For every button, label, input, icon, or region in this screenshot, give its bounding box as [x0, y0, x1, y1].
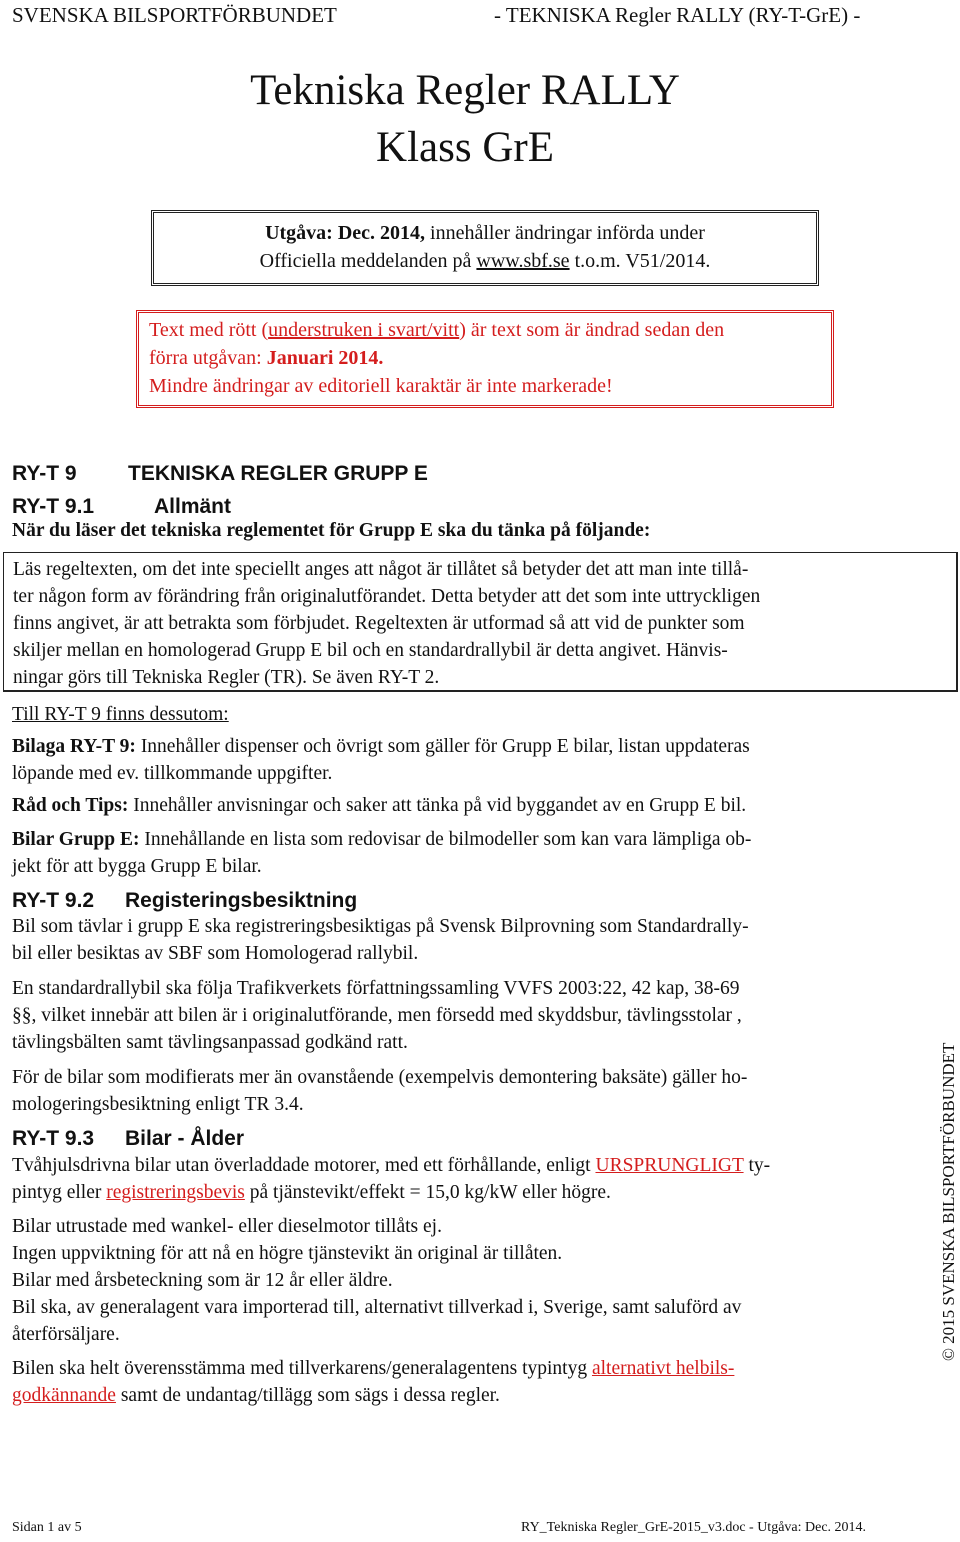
bilaga-label: Bilaga RY-T 9: [12, 736, 136, 757]
notice-line-1 [149, 316, 831, 344]
section-9-1-code: RY-T 9.1 [12, 495, 95, 518]
footer-page-number: Sidan 1 av 5 [12, 1520, 82, 1535]
edition-text-2b: t.o.m. V51/2014. [569, 250, 711, 272]
section-9-title: TEKNISKA REGLER GRUPP E [128, 462, 428, 485]
intro-line-1: Läs regeltexten, om det inte speciellt anges att något är tillåtet så betyder det att man inte tillå- [13, 559, 749, 580]
section-9-3-title: Bilar - Ålder [125, 1127, 245, 1150]
ursprungligt-link[interactable]: URSPRUNGLIGT [595, 1155, 744, 1176]
section-9-2-heading [12, 888, 357, 914]
s92-p3-line-1: För de bilar som modifierats mer än ovanstående (exempelvis demontering baksäte) gäller ho- [12, 1067, 748, 1088]
bilaga-paragraph [12, 733, 912, 787]
s93-paragraph-3 [12, 1355, 912, 1409]
bilar-line-1 [12, 826, 912, 853]
intro-line-2: ter någon form av förändring från originalutförandet. Detta betyder att det som inte uttryckligen [13, 586, 761, 607]
section-9-heading [12, 461, 428, 487]
footer-file-info: RY_Tekniska Regler_GrE-2015_v3.doc - Utgåva: Dec. 2014. [521, 1520, 867, 1535]
s93-l9-text-b: samt de undantag/tillägg som sägs i dessa regler. [115, 1385, 500, 1406]
s93-l1-text-a: Tvåhjulsdrivna bilar utan överladdade motorer, med ett förhållande, enligt [12, 1155, 596, 1176]
s93-l1-text-c: ty- [743, 1155, 771, 1176]
intro-line-3: finns angivet, är att betrakta som förbjudet. Regeltexten är utformad så att vid de punkter som [13, 613, 745, 634]
edition-text-2a: Officiella meddelanden på [259, 250, 477, 272]
s93-line-6: Bil ska, av generalagent vara importerad till, alternativt tillverkad i, Sverige, samt saluförd av [12, 1297, 742, 1318]
s93-line-7: återförsäljare. [12, 1324, 120, 1345]
bilaga-text-1: Innehåller dispenser och övrigt som gäller för Grupp E bilar, listan uppdateras [135, 736, 750, 757]
notice-line-2 [149, 344, 831, 372]
helbilsgodkannande-link-part-2[interactable]: godkännande [12, 1385, 116, 1406]
bilar-line-2: jekt för att bygga Grupp E bilar. [12, 856, 262, 877]
edition-label: Utgåva: Dec. 2014, [265, 222, 426, 244]
s93-l8-text-a: Bilen ska helt överensstämma med tillverkarens/generalagentens typintyg [12, 1358, 592, 1379]
section-9-3-code: RY-T 9.3 [12, 1127, 95, 1150]
notice-date: Januari 2014. [266, 347, 384, 369]
s93-l2-text-c: på tjänstevikt/effekt = 15,0 kg/kW eller högre. [244, 1182, 611, 1203]
rad-text: Innehåller anvisningar och saker att tänka på vid byggandet av en Grupp E bil. [128, 795, 747, 816]
section-9-1-title: Allmänt [154, 495, 232, 518]
bilar-label: Bilar Grupp E: [12, 829, 140, 850]
intro-line-4: skiljer mellan en homologerad Grupp E bil och en standardrallybil är detta angivet. Hänvis- [13, 640, 728, 661]
s93-line-1 [12, 1152, 912, 1179]
header-doc-title: - TEKNISKA Regler RALLY (RY-T-GrE) - [494, 3, 861, 27]
notice-line-3: Mindre ändringar av editoriell karaktär är inte markerade! [149, 375, 613, 397]
intro-heading: När du läser det tekniska reglementet för Grupp E ska du tänka på följande: [12, 520, 651, 541]
rad-label: Råd och Tips: [12, 795, 129, 816]
s93-line-3: Bilar utrustade med wankel- eller dieselmotor tillåts ej. [12, 1216, 442, 1237]
edition-box [151, 210, 819, 286]
bilar-text-1: Innehållande en lista som redovisar de bilmodeller som kan vara lämpliga ob- [139, 829, 752, 850]
section-9-2-code: RY-T 9.2 [12, 889, 95, 912]
intro-line-5: ningar görs till Tekniska Regler (TR). Se även RY-T 2. [13, 667, 440, 688]
edition-line-1 [154, 219, 816, 247]
s93-paragraph-2 [12, 1213, 912, 1348]
bilar-paragraph [12, 826, 912, 880]
s93-line-9 [12, 1382, 912, 1409]
s93-line-5: Bilar med årsbeteckning som är 12 år eller äldre. [12, 1270, 393, 1291]
s92-p2-line-2: §§, vilket innebär att bilen är i originalutförande, men försedd med skyddsbur, tävlingsstolar , [12, 1005, 742, 1026]
notice-underlined: understruken i svart/vitt [268, 319, 460, 341]
change-notice-box [136, 310, 834, 408]
copyright-text: © 2015 SVENSKA BILSPORTFÖRBUNDET [939, 1042, 958, 1361]
s92-paragraph-1 [12, 913, 912, 967]
s93-paragraph-1 [12, 1152, 912, 1206]
s93-line-4: Ingen uppviktning för att nå en högre tjänstevikt än original är tillåten. [12, 1243, 563, 1264]
edition-line-2 [154, 247, 816, 275]
helbilsgodkannande-link-part-1[interactable]: alternativt helbils- [591, 1358, 735, 1379]
edition-text-1: innehåller ändringar införda under [425, 222, 705, 244]
notice-part-2: ) är text som är ändrad sedan den [459, 319, 725, 341]
notice-part-1: Text med rött ( [149, 319, 269, 341]
intro-box [3, 552, 958, 692]
registreringsbevis-link[interactable]: registreringsbevis [106, 1182, 245, 1203]
s92-paragraph-3 [12, 1064, 912, 1118]
s93-l2-text-a: pintyg eller [12, 1182, 107, 1203]
s92-p1-line-2: bil eller besiktas av SBF som Homologerad rallybil. [12, 943, 419, 964]
rad-paragraph [12, 792, 912, 819]
s92-p1-line-1: Bil som tävlar i grupp E ska registreringsbesiktigas på Svensk Bilprovning som Standardrally- [12, 916, 749, 937]
page-title: Tekniska Regler RALLY [250, 67, 680, 114]
s92-p3-line-2: mologeringsbesiktning enligt TR 3.4. [12, 1094, 304, 1115]
s92-p2-line-3: tävlingsbälten samt tävlingsanpassad godkänd ratt. [12, 1032, 408, 1053]
s92-p2-line-1: En standardrallybil ska följa Trafikverkets författningssamling VVFS 2003:22, 42 kap, 38-69 [12, 978, 740, 999]
section-9-code: RY-T 9 [12, 462, 77, 485]
bilaga-line-1 [12, 733, 912, 760]
s93-line-2 [12, 1179, 912, 1206]
section-9-3-heading [12, 1126, 244, 1152]
header-org: SVENSKA BILSPORTFÖRBUNDET [12, 3, 337, 27]
section-9-2-title: Registeringsbesiktning [125, 889, 358, 912]
also-heading: Till RY-T 9 finns dessutom: [12, 704, 229, 725]
sbf-link[interactable]: www.sbf.se [476, 250, 570, 272]
s92-paragraph-2 [12, 975, 912, 1056]
notice-line-2a: förra utgåvan: [149, 347, 267, 369]
bilaga-line-2: löpande med ev. tillkommande uppgifter. [12, 763, 333, 784]
s93-line-8 [12, 1355, 912, 1382]
page-subtitle: Klass GrE [376, 124, 554, 171]
